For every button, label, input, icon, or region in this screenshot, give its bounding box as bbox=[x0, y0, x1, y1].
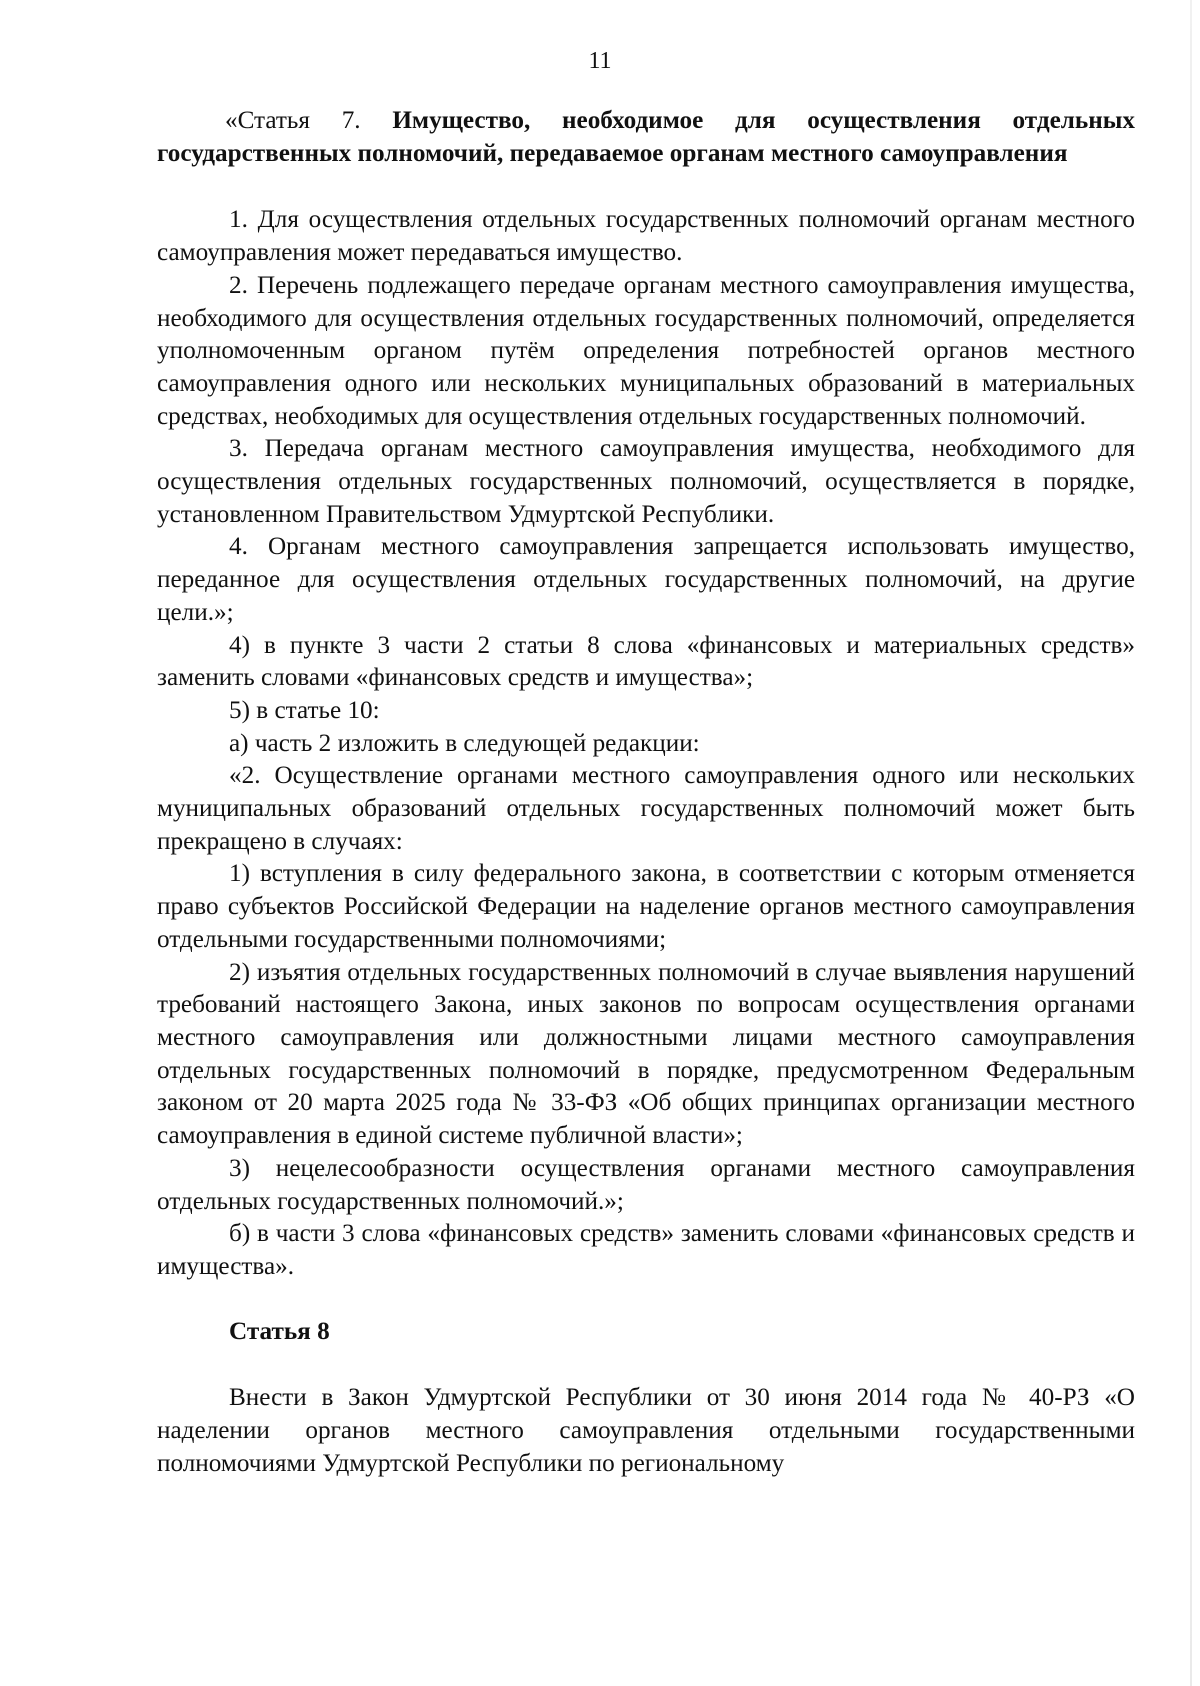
paragraph-3: 3. Передача органам местного самоуправления имущества, необходимого для осуществления отдельных государственных полномочий, осуществляется в порядке, установленном Правительством Удмуртской Республики. bbox=[157, 435, 1135, 528]
paragraph-2: 2. Перечень подлежащего передаче органам местного самоуправления имущества, необходимого для осуществления отдельных государственных полномочий, определяется уполномоченным органом путём определения потребностей органов местного самоуправления одного или нескольких муниципальных образований в материальных средствах, необходимых для осуществления отдельных государственных полномочий. bbox=[157, 271, 1135, 430]
paragraph-1: 1. Для осуществления отдельных государственных полномочий органам местного самоуправления может передаваться имущество. bbox=[157, 206, 1135, 267]
case-3: 3) нецелесообразности осуществления органами местного самоуправления отдельных государственных полномочий.»; bbox=[157, 1154, 1135, 1215]
amendment-4: 4) в пункте 3 части 2 статьи 8 слова «финансовых и материальных средств» заменить словами «финансовых средств и имущества»; bbox=[157, 631, 1135, 692]
article-7-prefix: «Статья 7. bbox=[225, 107, 393, 134]
new-part-2: «2. Осуществление органами местного самоуправления одного или нескольких муниципальных образований отдельных государственных полномочий может быть прекращено в случаях: bbox=[157, 762, 1135, 855]
case-2: 2) изъятия отдельных государственных полномочий в случае выявления нарушений требований настоящего Закона, иных законов по вопросам осуществления органами местного самоуправления или должностными лицами местного самоуправления отдельных государственных полномочий в порядке, предусмотренном Федеральным законом от 20 марта 2025 года № 33-ФЗ «Об общих принципах организации местного самоуправления в единой системе публичной власти»; bbox=[157, 958, 1135, 1150]
scan-edge bbox=[1190, 0, 1192, 1686]
amendment-5a: а) часть 2 изложить в следующей редакции: bbox=[229, 729, 700, 757]
page-number: 11 bbox=[588, 48, 612, 74]
article-7-heading bbox=[157, 105, 1135, 170]
amendment-5b: б) в части 3 слова «финансовых средств» заменить словами «финансовых средств и имущества». bbox=[157, 1220, 1135, 1280]
article-8-text: Внести в Закон Удмуртской Республики от 30 июня 2014 года № 40-РЗ «О наделении органов местного самоуправления отдельными государственными полномочиями Удмуртской Республики по региональному bbox=[157, 1384, 1135, 1477]
article-7-title: Имущество, необходимое для осуществления отдельных государственных полномочий, передаваемое органам местного самоуправления bbox=[157, 107, 1135, 167]
document-body bbox=[157, 105, 1135, 1480]
article-8-title: Статья 8 bbox=[229, 1317, 330, 1345]
amendment-5: 5) в статье 10: bbox=[229, 696, 380, 724]
paragraph-4: 4. Органам местного самоуправления запрещается использовать имущество, переданное для осуществления отдельных государственных полномочий, на другие цели.»; bbox=[157, 533, 1135, 626]
case-1: 1) вступления в силу федерального закона, в соответствии с которым отменяется право субъектов Российской Федерации на наделение органов местного самоуправления отдельными государственными полномочиями; bbox=[157, 860, 1135, 953]
